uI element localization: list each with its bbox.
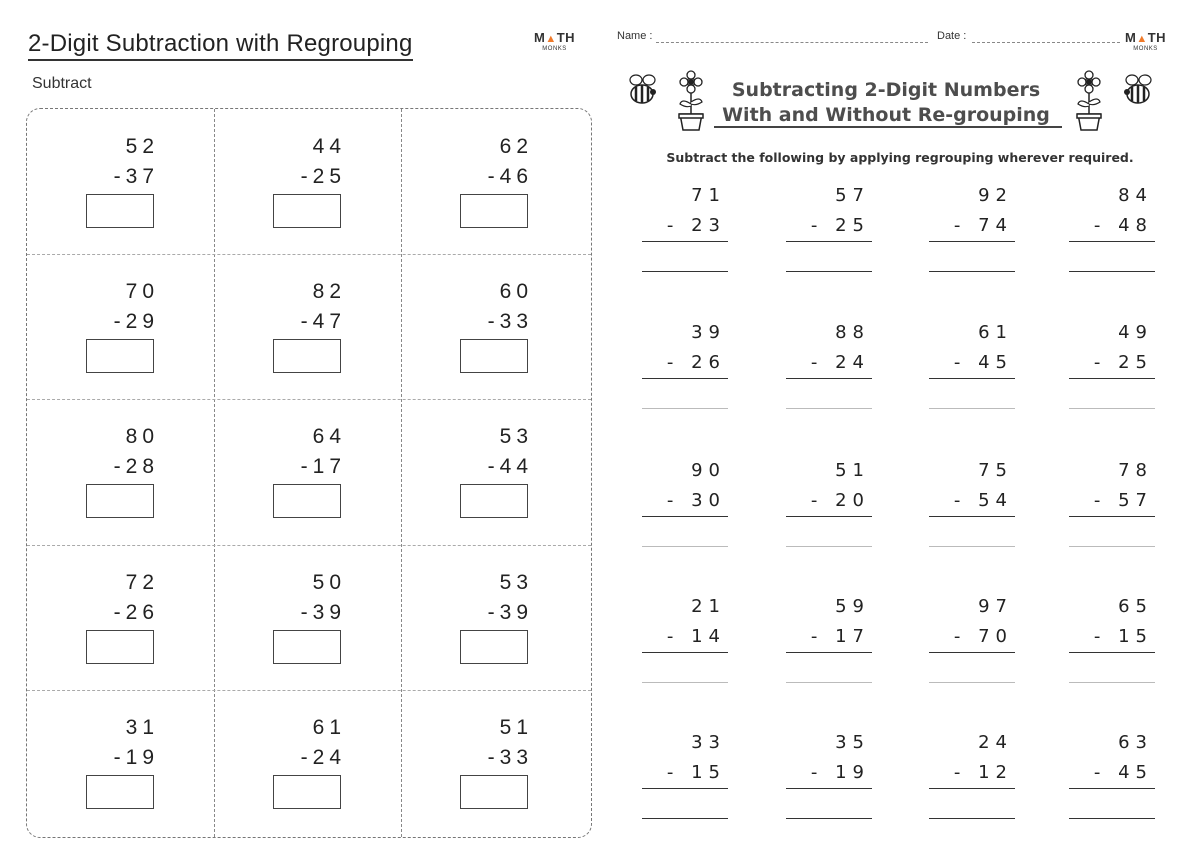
problem-item xyxy=(1069,460,1159,570)
subtrahend: - 30 xyxy=(666,490,726,511)
left-instruction: Subtract xyxy=(32,75,92,92)
problem-cell xyxy=(214,399,402,544)
subtraction-bar xyxy=(786,788,872,789)
minuend: 51 xyxy=(835,460,870,481)
flower-pot-icon xyxy=(672,70,710,132)
flower-pot-icon xyxy=(1070,70,1108,132)
minuend: 33 xyxy=(691,732,726,753)
answer-line[interactable] xyxy=(786,682,872,683)
answer-box[interactable] xyxy=(460,484,528,518)
subtraction-bar xyxy=(786,378,872,379)
answer-line[interactable] xyxy=(642,546,728,547)
subtrahend: -17 xyxy=(300,455,346,478)
title-underline xyxy=(714,126,1062,128)
answer-line[interactable] xyxy=(642,818,728,819)
subtraction-bar xyxy=(1069,516,1155,517)
problem-item xyxy=(929,322,1019,432)
subtrahend: -24 xyxy=(300,746,346,769)
left-math-monks-logo: M▲TH MONKS xyxy=(534,30,576,52)
subtraction-bar xyxy=(929,788,1015,789)
answer-box[interactable] xyxy=(86,339,154,373)
problem-item xyxy=(786,185,876,295)
subtrahend: - 45 xyxy=(953,352,1013,373)
problem-cell xyxy=(27,690,215,835)
answer-line[interactable] xyxy=(929,682,1015,683)
problem-item xyxy=(929,732,1019,842)
problem-item xyxy=(642,596,732,706)
problem-item xyxy=(642,322,732,432)
subtrahend: -39 xyxy=(300,601,346,624)
right-instruction: Subtract the following by applying regrouping wherever required. xyxy=(666,150,1134,165)
problem-cell xyxy=(27,254,215,399)
problem-item xyxy=(786,322,876,432)
minuend: 49 xyxy=(1118,322,1153,343)
answer-line[interactable] xyxy=(1069,408,1155,409)
minuend: 92 xyxy=(978,185,1013,206)
minuend: 63 xyxy=(1118,732,1153,753)
problem-cell xyxy=(401,399,589,544)
subtrahend: - 19 xyxy=(810,762,870,783)
subtraction-bar xyxy=(642,378,728,379)
answer-line[interactable] xyxy=(1069,682,1155,683)
answer-line[interactable] xyxy=(786,818,872,819)
subtrahend: -47 xyxy=(300,310,346,333)
minuend: 78 xyxy=(1118,460,1153,481)
subtraction-bar xyxy=(929,652,1015,653)
minuend: 31 xyxy=(125,716,159,739)
problem-cell xyxy=(401,545,589,690)
subtrahend: - 15 xyxy=(666,762,726,783)
name-field-line[interactable] xyxy=(656,42,928,43)
minuend: 24 xyxy=(978,732,1013,753)
subtraction-bar xyxy=(1069,652,1155,653)
subtrahend: - 20 xyxy=(810,490,870,511)
subtrahend: - 45 xyxy=(1093,762,1153,783)
answer-line[interactable] xyxy=(642,408,728,409)
subtrahend: - 25 xyxy=(1093,352,1153,373)
subtrahend: - 57 xyxy=(1093,490,1153,511)
answer-line[interactable] xyxy=(786,408,872,409)
subtraction-bar xyxy=(642,241,728,242)
minuend: 61 xyxy=(312,716,346,739)
subtrahend: -37 xyxy=(113,165,159,188)
problem-item xyxy=(786,460,876,570)
subtrahend: -44 xyxy=(487,455,533,478)
subtrahend: -28 xyxy=(113,455,159,478)
subtrahend: -33 xyxy=(487,310,533,333)
answer-line[interactable] xyxy=(642,271,728,272)
answer-line[interactable] xyxy=(929,271,1015,272)
minuend: 53 xyxy=(499,571,533,594)
subtrahend: -33 xyxy=(487,746,533,769)
subtrahend: -39 xyxy=(487,601,533,624)
minuend: 51 xyxy=(499,716,533,739)
subtrahend: - 15 xyxy=(1093,626,1153,647)
bee-icon xyxy=(1118,70,1158,108)
subtrahend: - 74 xyxy=(953,215,1013,236)
problem-item xyxy=(786,596,876,706)
problem-item xyxy=(1069,596,1159,706)
minuend: 64 xyxy=(312,425,346,448)
subtrahend: -26 xyxy=(113,601,159,624)
answer-box[interactable] xyxy=(460,630,528,664)
subtrahend: - 25 xyxy=(810,215,870,236)
problem-cell xyxy=(401,109,589,254)
answer-box[interactable] xyxy=(273,775,341,809)
problem-item xyxy=(642,460,732,570)
minuend: 59 xyxy=(835,596,870,617)
subtrahend: -19 xyxy=(113,746,159,769)
minuend: 35 xyxy=(835,732,870,753)
problem-item xyxy=(929,460,1019,570)
right-math-monks-logo: M▲TH MONKS xyxy=(1125,30,1167,52)
answer-line[interactable] xyxy=(1069,271,1155,272)
problem-grid xyxy=(26,108,592,838)
problem-item xyxy=(1069,185,1159,295)
answer-line[interactable] xyxy=(1069,818,1155,819)
answer-line[interactable] xyxy=(786,546,872,547)
subtraction-bar xyxy=(786,241,872,242)
answer-box[interactable] xyxy=(86,630,154,664)
subtraction-bar xyxy=(642,788,728,789)
left-title: 2-Digit Subtraction with Regrouping xyxy=(28,30,413,61)
subtrahend: - 17 xyxy=(810,626,870,647)
date-field-line[interactable] xyxy=(972,42,1120,43)
subtraction-bar xyxy=(929,378,1015,379)
subtraction-bar xyxy=(1069,378,1155,379)
name-label: Name : xyxy=(617,30,653,42)
problem-cell xyxy=(27,545,215,690)
subtrahend: - 48 xyxy=(1093,215,1153,236)
minuend: 50 xyxy=(312,571,346,594)
minuend: 80 xyxy=(125,425,159,448)
right-title: Subtracting 2-Digit Numbers With and Without Re-grouping xyxy=(722,79,1050,126)
answer-box[interactable] xyxy=(460,194,528,228)
answer-box[interactable] xyxy=(460,775,528,809)
problem-cell xyxy=(214,109,402,254)
subtraction-bar xyxy=(786,516,872,517)
problem-item xyxy=(1069,732,1159,842)
answer-box[interactable] xyxy=(86,775,154,809)
subtrahend: - 24 xyxy=(810,352,870,373)
subtraction-bar xyxy=(786,652,872,653)
problem-cell xyxy=(27,109,215,254)
answer-box[interactable] xyxy=(273,339,341,373)
answer-box[interactable] xyxy=(86,484,154,518)
answer-box[interactable] xyxy=(273,484,341,518)
problem-cell xyxy=(401,690,589,835)
subtrahend: -25 xyxy=(300,165,346,188)
subtraction-bar xyxy=(1069,241,1155,242)
answer-box[interactable] xyxy=(273,630,341,664)
answer-box[interactable] xyxy=(460,339,528,373)
problem-cell xyxy=(214,690,402,835)
right-worksheet xyxy=(600,0,1200,849)
minuend: 39 xyxy=(691,322,726,343)
date-label: Date : xyxy=(937,30,967,42)
minuend: 72 xyxy=(125,571,159,594)
subtrahend: - 70 xyxy=(953,626,1013,647)
subtrahend: - 26 xyxy=(666,352,726,373)
minuend: 65 xyxy=(1118,596,1153,617)
minuend: 60 xyxy=(499,280,533,303)
minuend: 62 xyxy=(499,135,533,158)
answer-line[interactable] xyxy=(929,818,1015,819)
problem-item xyxy=(786,732,876,842)
problem-item xyxy=(642,185,732,295)
subtrahend: - 54 xyxy=(953,490,1013,511)
minuend: 90 xyxy=(691,460,726,481)
problem-cell xyxy=(214,545,402,690)
answer-line[interactable] xyxy=(929,408,1015,409)
problem-item xyxy=(929,185,1019,295)
problem-item xyxy=(642,732,732,842)
minuend: 57 xyxy=(835,185,870,206)
minuend: 75 xyxy=(978,460,1013,481)
minuend: 82 xyxy=(312,280,346,303)
bee-icon xyxy=(622,70,662,108)
minuend: 97 xyxy=(978,596,1013,617)
problem-cell xyxy=(214,254,402,399)
answer-box[interactable] xyxy=(86,194,154,228)
subtraction-bar xyxy=(642,652,728,653)
problem-cell xyxy=(27,399,215,544)
answer-line[interactable] xyxy=(786,271,872,272)
subtraction-bar xyxy=(929,516,1015,517)
minuend: 61 xyxy=(978,322,1013,343)
answer-box[interactable] xyxy=(273,194,341,228)
subtraction-bar xyxy=(642,516,728,517)
minuend: 70 xyxy=(125,280,159,303)
minuend: 53 xyxy=(499,425,533,448)
minuend: 44 xyxy=(312,135,346,158)
answer-line[interactable] xyxy=(929,546,1015,547)
minuend: 52 xyxy=(125,135,159,158)
minuend: 71 xyxy=(691,185,726,206)
problem-item xyxy=(929,596,1019,706)
subtraction-bar xyxy=(929,241,1015,242)
problem-cell xyxy=(401,254,589,399)
problem-item xyxy=(1069,322,1159,432)
subtrahend: - 14 xyxy=(666,626,726,647)
subtrahend: - 12 xyxy=(953,762,1013,783)
subtraction-bar xyxy=(1069,788,1155,789)
answer-line[interactable] xyxy=(642,682,728,683)
minuend: 88 xyxy=(835,322,870,343)
minuend: 21 xyxy=(691,596,726,617)
subtrahend: -29 xyxy=(113,310,159,333)
minuend: 84 xyxy=(1118,185,1153,206)
subtrahend: -46 xyxy=(487,165,533,188)
answer-line[interactable] xyxy=(1069,546,1155,547)
subtrahend: - 23 xyxy=(666,215,726,236)
